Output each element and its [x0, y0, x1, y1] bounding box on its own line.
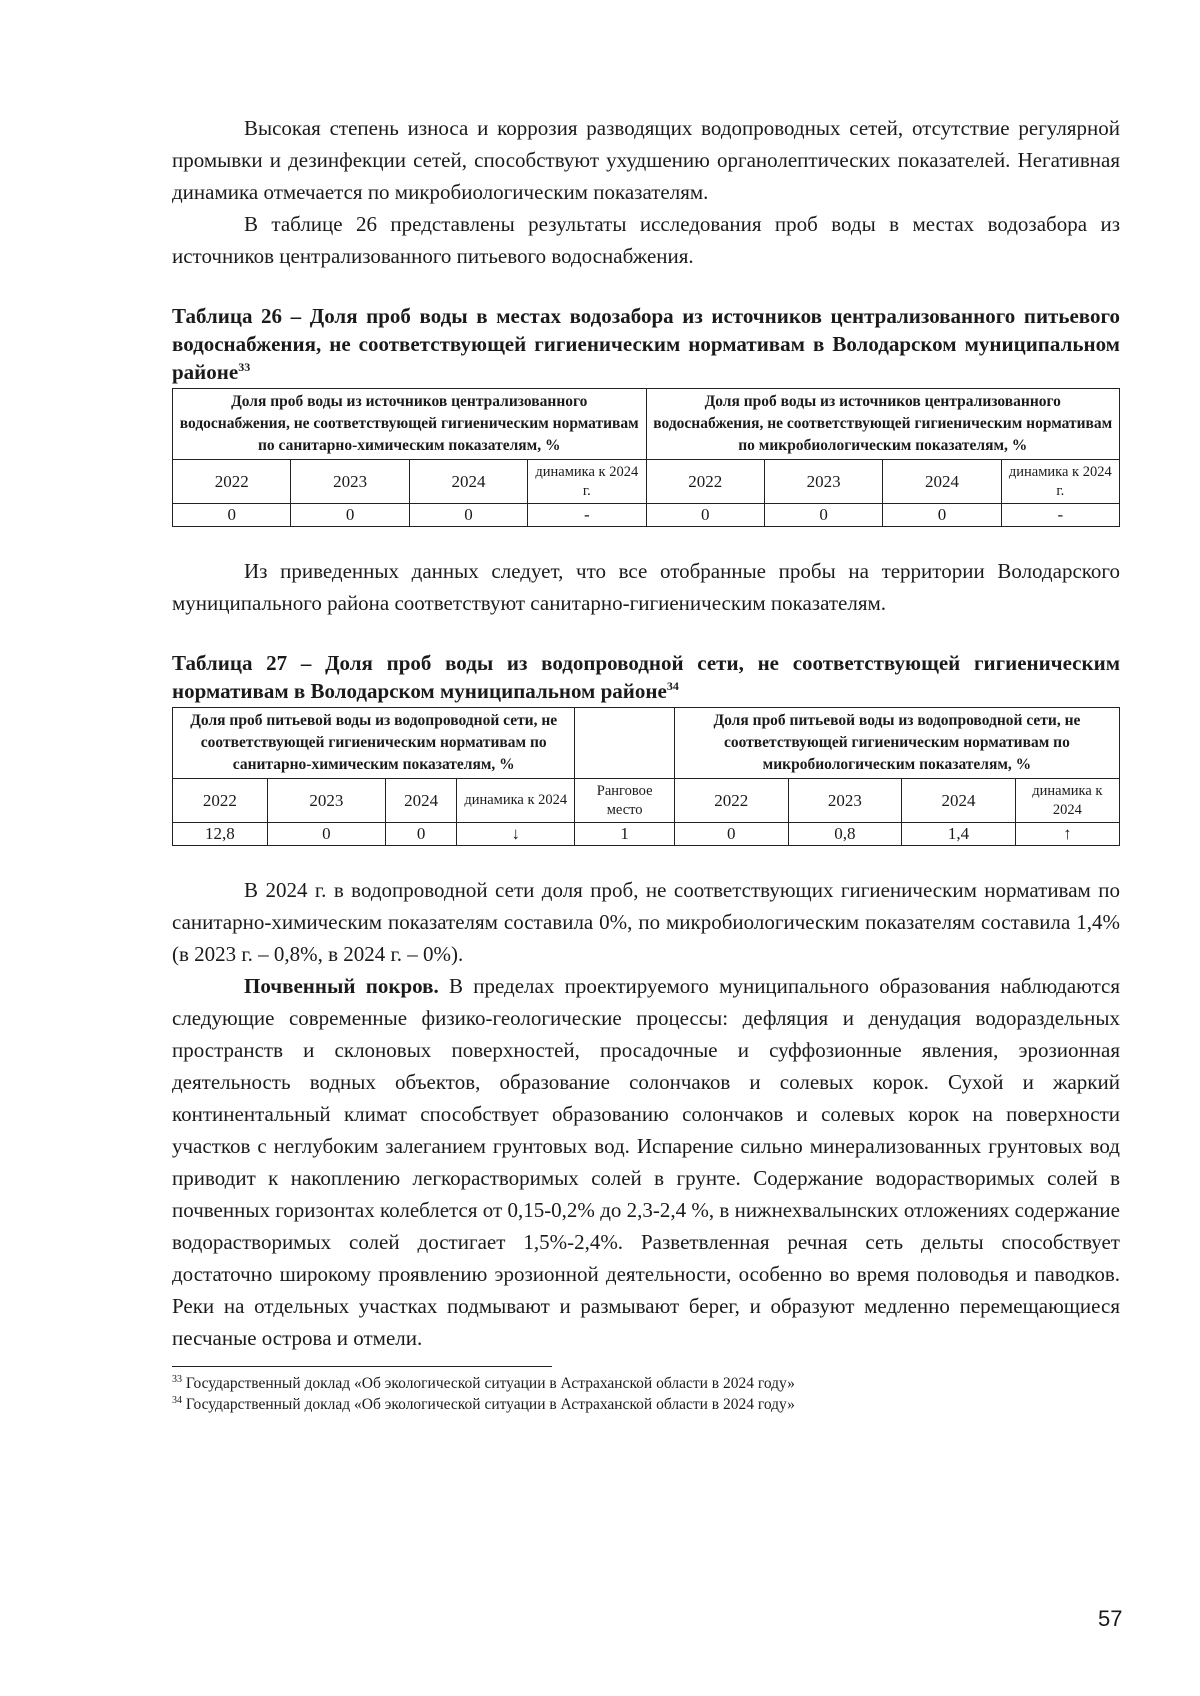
- table-cell: 0: [674, 823, 788, 846]
- footnote: [172, 1373, 1120, 1394]
- column-header: 2024: [409, 460, 527, 504]
- table-cell: 0: [646, 504, 764, 527]
- table-cell: 0: [267, 823, 385, 846]
- column-header: Ранговое место: [575, 779, 674, 823]
- paragraph: В 2024 г. в водопроводной сети доля проб, не соответствующих гигиеническим нормативам по санитарно-химическим показателям составила 0%, по микробиологическим показателям составила 1,4% (в 2023 г. – 0,8%, в 2024 г. – 0%).: [172, 878, 1120, 966]
- paragraph: Высокая степень износа и коррозия разводящих водопроводных сетей, отсутствие регулярной промывки и дезинфекции сетей, способствуют ухудшению органолептических показателей. Негативная динамика отмечается по микробиологическим показателям.: [172, 116, 1120, 204]
- column-header: динамика к 2024: [1015, 779, 1119, 823]
- paragraph-soil: [172, 970, 1120, 1354]
- paragraph-body: В пределах проектируемого муниципального образования наблюдаются следующие современные физико-геологические процессы: дефляция и денудация водораздельных пространств и склоновых поверхностей, просадочные и суффозионные явления, эрозионная деятельность водных объектов, образование солончаков и солевых корок. Сухой и жаркий континентальный климат способствует образованию солончаков и солевых корок на поверхности участков с неглубоким залеганием грунтовых вод. Испарение сильно минерализованных грунтовых вод приводит к накоплению легкорастворимых солей в грунте. Содержание водорастворимых солей в почвенных горизонтах колеблется от 0,15-0,2% до 2,3-2,4 %, в нижнехвалынских отложениях содержание водорастворимых солей достигает 1,5%-2,4%. Разветвленная речная сеть дельты способствует достаточно широкому проявлению эрозионной деятельности, особенно во время половодья и паводков. Реки на отдельных участках подмывают и размывают берег, и образуют медленно перемещающиеся песчаные острова и отмели.: [172, 974, 1120, 1350]
- table-row: [173, 504, 1120, 527]
- column-header: 2024: [902, 779, 1016, 823]
- table-cell: 0: [291, 504, 409, 527]
- table-cell: 0: [386, 823, 457, 846]
- table-26: [172, 388, 1120, 527]
- footnote-number: 34: [172, 1394, 182, 1406]
- column-header: 2024: [883, 460, 1001, 504]
- column-header: 2022: [674, 779, 788, 823]
- table-cell: ↑: [1015, 823, 1119, 846]
- table-row: [173, 823, 1120, 846]
- table-cell: 1: [575, 823, 674, 846]
- column-header: 2023: [267, 779, 385, 823]
- column-header: 2024: [386, 779, 457, 823]
- column-header: 2023: [291, 460, 409, 504]
- column-header: динамика к 2024 г.: [1001, 460, 1119, 504]
- footnote-ref: 33: [238, 360, 251, 374]
- table-header-row: [173, 460, 1120, 504]
- paragraph: Из приведенных данных следует, что все отобранные пробы на территории Володарского муниципального района соответствуют санитарно-гигиеническим показателям.: [172, 559, 1120, 615]
- column-header: 2023: [788, 779, 902, 823]
- table-header-row: [173, 708, 1120, 779]
- group-header: Доля проб воды из источников централизованного водоснабжения, не соответствующей гигиеническим нормативам по санитарно-химическим показателям, %: [173, 389, 647, 460]
- table-header-row: [173, 389, 1120, 460]
- table-cell: 0,8: [788, 823, 902, 846]
- column-header: 2022: [173, 779, 268, 823]
- footnote-ref: 34: [666, 679, 679, 693]
- paragraph: В таблице 26 представлены результаты исследования проб воды в местах водозабора из источников централизованного питьевого водоснабжения.: [172, 212, 1120, 268]
- group-header: Доля проб питьевой воды из водопроводной сети, не соответствующей гигиеническим нормативам по микробиологическим показателям, %: [674, 708, 1119, 779]
- table-cell: 12,8: [173, 823, 268, 846]
- table-27-caption-text: Таблица 27 – Доля проб воды из водопроводной сети, не соответствующей гигиеническим нормативам в Володарском муниципальном районе: [172, 651, 1120, 703]
- column-header: 2022: [646, 460, 764, 504]
- group-header: Доля проб воды из источников централизованного водоснабжения, не соответствующей гигиеническим нормативам по микробиологическим показателям, %: [646, 389, 1120, 460]
- paragraph-lead: Почвенный покров.: [244, 974, 439, 998]
- table-27-caption: [172, 649, 1120, 705]
- table-header-row: [173, 779, 1120, 823]
- column-header: 2022: [173, 460, 291, 504]
- page-number: 57: [1098, 1606, 1123, 1631]
- group-header-blank: [575, 708, 674, 779]
- table-cell: -: [1001, 504, 1119, 527]
- table-cell: 0: [409, 504, 527, 527]
- column-header: динамика к 2024: [457, 779, 575, 823]
- column-header: 2023: [764, 460, 882, 504]
- footnote-text: Государственный доклад «Об экологической ситуации в Астраханской области в 2024 году»: [185, 1375, 795, 1392]
- table-cell: 0: [883, 504, 1001, 527]
- footnote-number: 33: [172, 1373, 182, 1385]
- table-cell: 0: [173, 504, 291, 527]
- table-cell: ↓: [457, 823, 575, 846]
- table-27: [172, 707, 1120, 846]
- column-header: динамика к 2024 г.: [528, 460, 646, 504]
- table-cell: 0: [764, 504, 882, 527]
- page-content: [172, 112, 1120, 1415]
- table-cell: -: [528, 504, 646, 527]
- footnote-text: Государственный доклад «Об экологической ситуации в Астраханской области в 2024 году»: [185, 1396, 795, 1413]
- table-cell: 1,4: [902, 823, 1016, 846]
- table-26-caption: [172, 302, 1120, 386]
- group-header: Доля проб питьевой воды из водопроводной сети, не соответствующей гигиеническим нормативам по санитарно-химическим показателям, %: [173, 708, 575, 779]
- footnote: [172, 1394, 1120, 1415]
- table-26-caption-text: Таблица 26 – Доля проб воды в местах водозабора из источников централизованного питьевого водоснабжения, не соответствующей гигиеническим нормативам в Володарском муниципальном районе: [172, 304, 1120, 384]
